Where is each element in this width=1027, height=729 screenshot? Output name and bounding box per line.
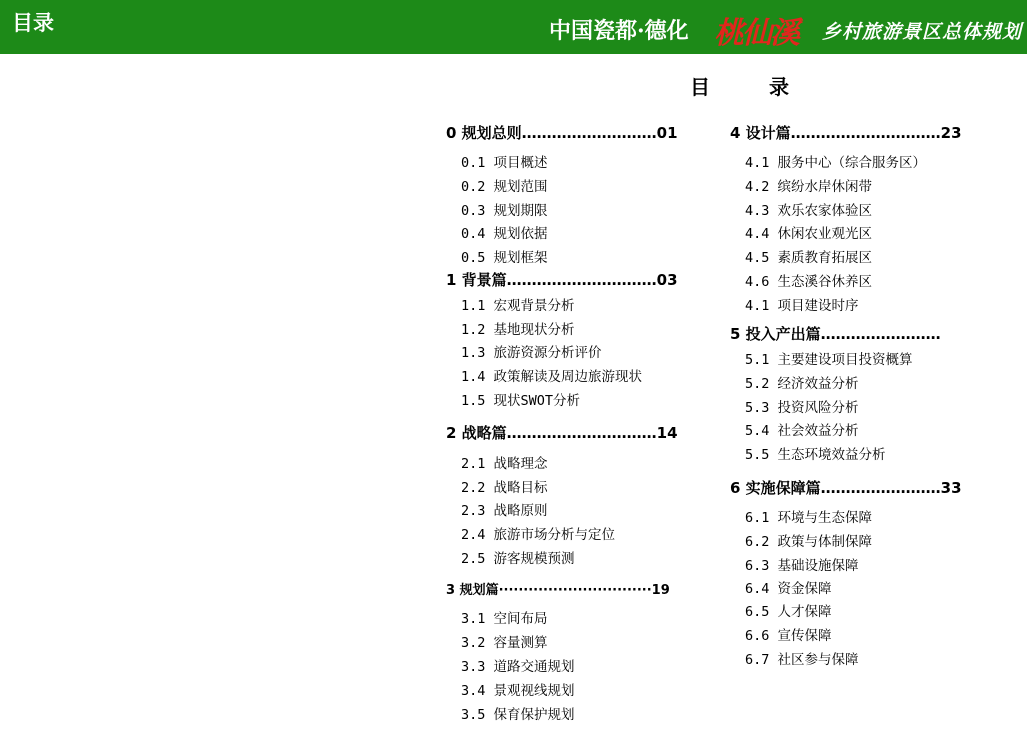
toc-entry: 4.3 欢乐农家体验区 (745, 203, 873, 219)
toc-section-heading: 6 实施保障篇……………………33 (730, 479, 962, 497)
toc-section-heading: 3 规划篇·······························19 (446, 583, 670, 598)
toc-entry: 1.5 现状SWOT分析 (461, 393, 581, 409)
toc-entry: 6.5 人才保障 (745, 604, 832, 620)
logo-text: 桃仙溪 (714, 16, 798, 51)
toc-entry: 4.2 缤纷水岸休闲带 (745, 179, 873, 195)
toc-entry: 5.5 生态环境效益分析 (745, 447, 886, 463)
toc-entry: 4.1 服务中心（综合服务区） (745, 155, 927, 171)
toc-section-heading: 1 背景篇…………………………03 (446, 271, 678, 289)
toc-section-heading: 0 规划总则………………………01 (446, 124, 678, 142)
brand-text: 中国瓷都·德化 (549, 18, 689, 44)
header-title: 目录 (12, 11, 54, 35)
toc-entry: 1.2 基地现状分析 (461, 322, 575, 338)
header-subtitle: 乡村旅游景区总体规划 (822, 21, 1023, 43)
toc-entry: 4.5 素质教育拓展区 (745, 250, 873, 266)
toc-title: 目 录 (690, 75, 815, 99)
toc-entry: 6.3 基础设施保障 (745, 558, 859, 574)
toc-entry: 1.3 旅游资源分析评价 (461, 345, 602, 361)
header-bar (0, 0, 1027, 54)
toc-section-heading: 4 设计篇…………………………23 (730, 124, 962, 142)
toc-entry: 2.5 游客规模预测 (461, 551, 575, 567)
toc-entry: 0.5 规划框架 (461, 250, 548, 266)
toc-entry: 1.1 宏观背景分析 (461, 298, 575, 314)
toc-entry: 6.6 宣传保障 (745, 628, 832, 644)
toc-entry: 4.4 休闲农业观光区 (745, 226, 873, 242)
toc-entry: 6.1 环境与生态保障 (745, 510, 873, 526)
toc-section-heading: 5 投入产出篇…………………… (730, 325, 941, 343)
toc-entry: 3.4 景观视线规划 (461, 683, 575, 699)
toc-entry: 6.4 资金保障 (745, 581, 832, 597)
toc-entry: 4.6 生态溪谷休养区 (745, 274, 873, 290)
toc-entry: 0.4 规划依据 (461, 226, 548, 242)
toc-entry: 5.3 投资风险分析 (745, 400, 859, 416)
toc-entry: 4.1 项目建设时序 (745, 298, 859, 314)
toc-entry: 2.3 战略原则 (461, 503, 548, 519)
toc-entry: 6.2 政策与体制保障 (745, 534, 873, 550)
toc-entry: 0.1 项目概述 (461, 155, 548, 171)
toc-entry: 3.1 空间布局 (461, 611, 548, 627)
toc-entry: 0.3 规划期限 (461, 203, 548, 219)
toc-entry: 6.7 社区参与保障 (745, 652, 859, 668)
toc-entry: 5.2 经济效益分析 (745, 376, 859, 392)
toc-entry: 3.2 容量测算 (461, 635, 548, 651)
toc-entry: 2.4 旅游市场分析与定位 (461, 527, 616, 543)
toc-entry: 0.2 规划范围 (461, 179, 548, 195)
toc-entry: 3.3 道路交通规划 (461, 659, 575, 675)
toc-entry: 2.2 战略目标 (461, 480, 548, 496)
toc-entry: 5.4 社会效益分析 (745, 423, 859, 439)
toc-entry: 3.5 保育保护规划 (461, 707, 575, 723)
toc-entry: 2.1 战略理念 (461, 456, 548, 472)
toc-entry: 5.1 主要建设项目投资概算 (745, 352, 913, 368)
toc-entry: 1.4 政策解读及周边旅游现状 (461, 369, 643, 385)
toc-section-heading: 2 战略篇…………………………14 (446, 424, 678, 442)
